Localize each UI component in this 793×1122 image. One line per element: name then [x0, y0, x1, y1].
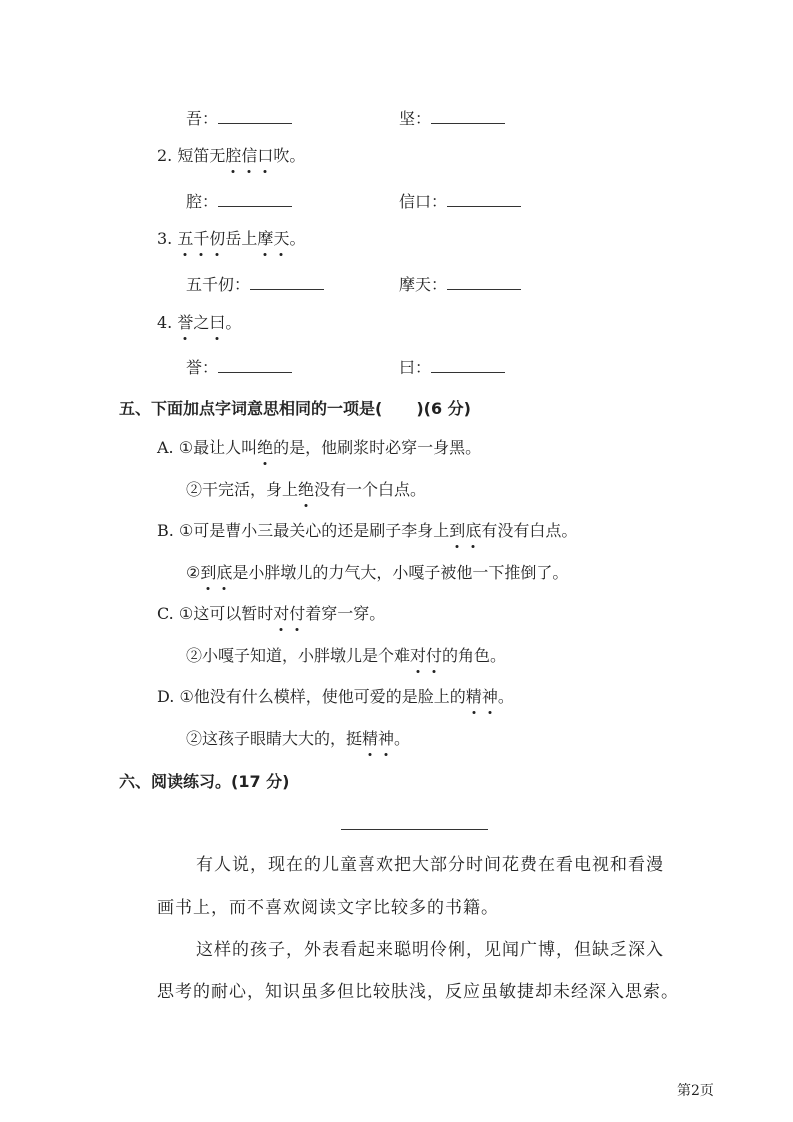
dotted-char: 到: [449, 521, 466, 540]
section-6-title: 六、阅读练习。(17 分): [119, 772, 290, 791]
answer-blank[interactable]: [218, 109, 292, 124]
dotted-char: 付: [289, 604, 306, 623]
passage-p1-line1: 有人说，现在的儿童喜欢把大部分时间花费在看电视和看漫: [196, 855, 664, 875]
passage-p1-line2: 画书上，而不喜欢阅读文字比较多的书籍。: [157, 898, 499, 918]
option-b-line1: B. ①可是曹小三最关心的还是刷子李身上到底有没有白点。: [157, 521, 578, 540]
answer-blank[interactable]: [250, 275, 324, 290]
term-label: 吾: [186, 109, 203, 128]
dotted-char: 精: [362, 729, 379, 748]
answer-row-4b: 曰：: [399, 357, 505, 379]
section-5-title: 五、下面加点字词意思相同的一项是( )(6 分): [119, 399, 471, 418]
dotted-char: 绝: [257, 438, 274, 457]
dotted-char: 誉: [177, 313, 194, 332]
answer-blank[interactable]: [218, 192, 292, 207]
option-label: D.: [157, 687, 175, 706]
option-label: C.: [157, 604, 174, 623]
option-c-line2: ②小嘎子知道，小胖墩儿是个难对付的角色。: [186, 646, 507, 665]
dotted-char: 口: [257, 146, 274, 165]
dotted-char: 对: [273, 604, 290, 623]
dotted-char: 摩: [257, 229, 274, 248]
answer-row-1: 吾：: [186, 108, 292, 130]
answer-blank[interactable]: [431, 358, 505, 373]
question-item-3: 3. 五千仞岳上摩天。: [157, 229, 306, 248]
dotted-char: 底: [216, 563, 233, 582]
passage-title-blank[interactable]: [341, 829, 488, 830]
answer-row-2: 腔：: [186, 191, 292, 213]
answer-blank[interactable]: [447, 192, 521, 207]
dotted-char: 对: [410, 646, 427, 665]
answer-row-1b: 坚：: [399, 108, 505, 130]
term-label: 坚: [399, 109, 416, 128]
dotted-char: 底: [465, 521, 482, 540]
answer-row-2b: 信口：: [399, 191, 521, 213]
option-d-line1: D. ①他没有什么模样，使他可爱的是脸上的精神。: [157, 687, 514, 706]
dotted-char: 到: [200, 563, 217, 582]
dotted-char: 神: [378, 729, 395, 748]
option-c-line1: C. ①这可以暂时对付着穿一穿。: [157, 604, 386, 623]
dotted-char: 神: [481, 687, 498, 706]
dotted-char: 信: [241, 146, 258, 165]
answer-blank[interactable]: [447, 275, 521, 290]
dotted-char: 绝: [298, 480, 315, 499]
question-item-2: 2. 短笛无腔信口吹。: [157, 146, 306, 165]
dotted-char: 曰: [209, 313, 226, 332]
question-item-4: 4. 誉之曰。: [157, 313, 242, 332]
answer-row-4: 誉：: [186, 357, 292, 379]
page-number: 第2页: [677, 1083, 714, 1099]
dotted-char: 腔: [225, 146, 242, 165]
dotted-char: 精: [465, 687, 482, 706]
option-label: B.: [157, 521, 174, 540]
option-a-line2: ②干完活，身上绝没有一个白点。: [186, 480, 427, 499]
answer-blank[interactable]: [431, 109, 505, 124]
option-d-line2: ②这孩子眼睛大大的，挺精神。: [186, 729, 411, 748]
dotted-char: 五: [177, 229, 194, 248]
passage-p2-line1: 这样的孩子，外表看起来聪明伶俐，见闻广博，但缺乏深入: [196, 940, 664, 960]
option-b-line2: ②到底是小胖墩儿的力气大，小嘎子被他一下推倒了。: [186, 563, 569, 582]
passage-p2-line2: 思考的耐心，知识虽多但比较肤浅，反应虽敏捷却未经深入思索。: [157, 982, 679, 1002]
dotted-char: 千: [193, 229, 210, 248]
answer-row-3: 五千仞：: [186, 274, 324, 296]
dotted-char: 仞: [209, 229, 226, 248]
option-label: A.: [157, 438, 174, 457]
answer-blank[interactable]: [218, 358, 292, 373]
dotted-char: 天: [273, 229, 290, 248]
dotted-char: 付: [426, 646, 443, 665]
answer-row-3b: 摩天：: [399, 274, 521, 296]
option-a-line1: A. ①最让人叫绝的是，他刷浆时必穿一身黑。: [157, 438, 482, 457]
